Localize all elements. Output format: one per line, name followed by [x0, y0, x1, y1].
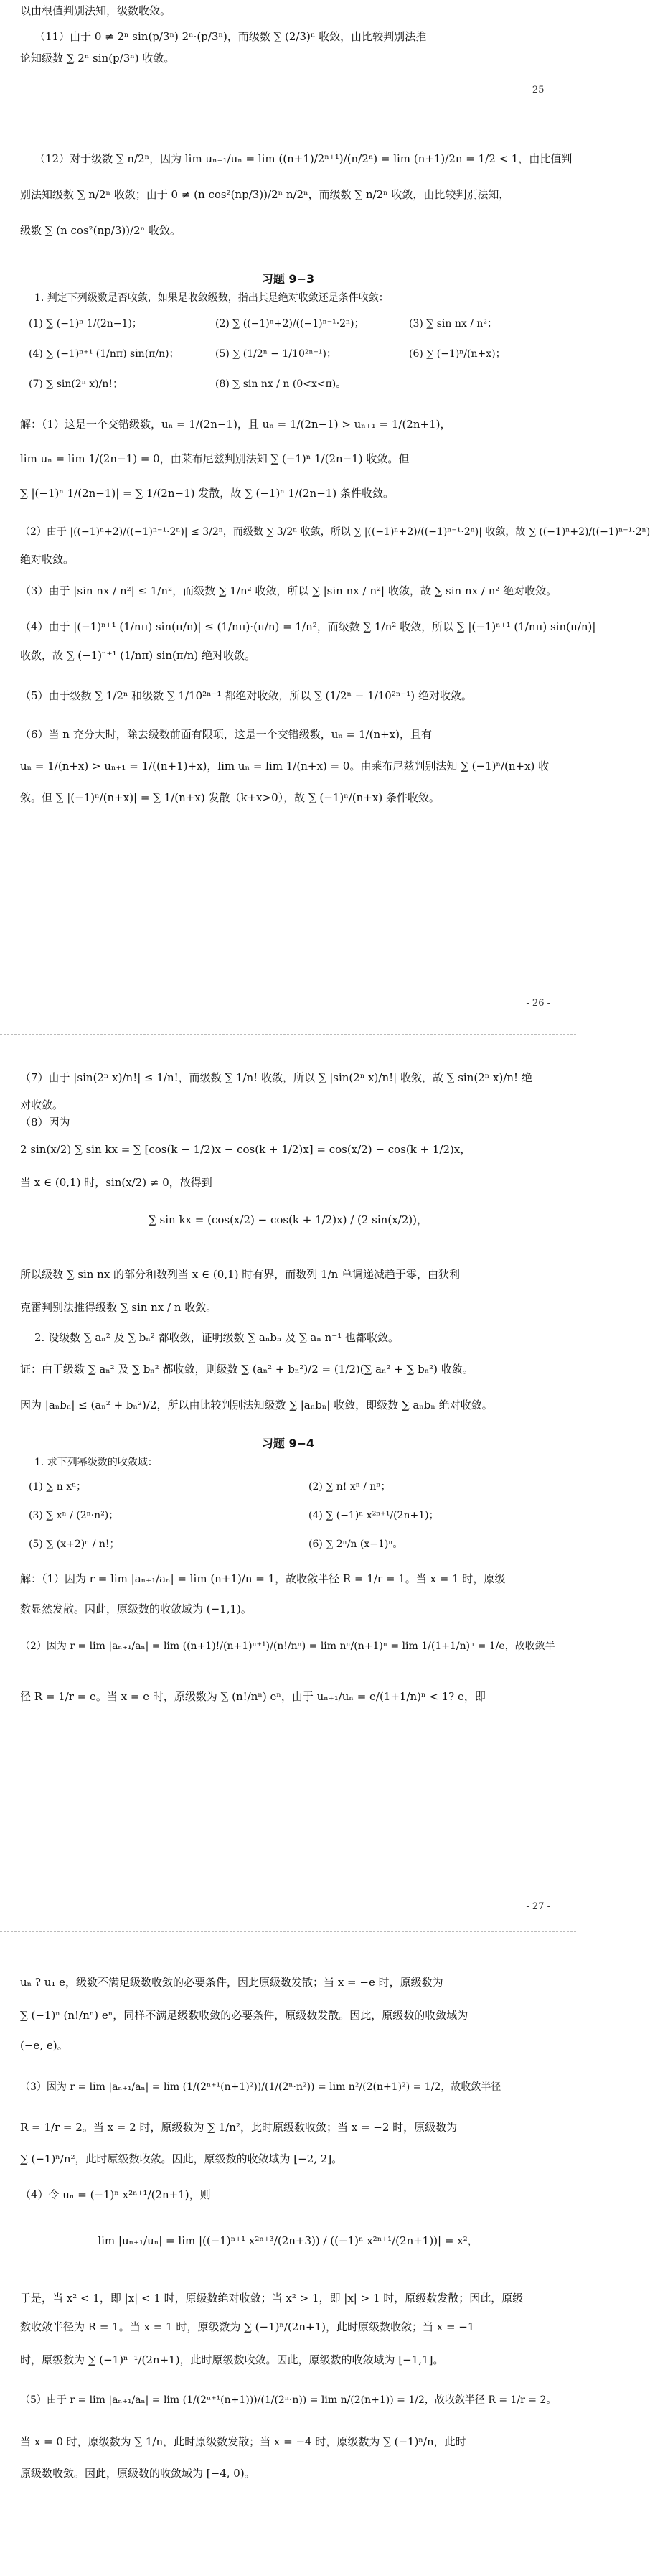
- solution-line: R = 1/r = 2。当 x = 2 时，原级数为 ∑ 1/n²，此时原级数收敛；当 x = −2 时，原级数为: [20, 2121, 458, 2134]
- section-title: 习题 9−3: [261, 272, 315, 286]
- question-text: 1. 判定下列级数是否收敛，如果是收敛级数，指出其是绝对收敛还是条件收敛：: [34, 292, 389, 304]
- exercise-item: (3) ∑ sin nx / n²；: [409, 318, 498, 330]
- text-line: (−e, e)。: [20, 2039, 68, 2052]
- exercise-item: (1) ∑ n xⁿ；: [29, 1481, 87, 1493]
- exercise-item: (4) ∑ (−1)ⁿ x²ⁿ⁺¹/(2n+1)；: [308, 1510, 439, 1521]
- exercise-item: (6) ∑ (−1)ⁿ/(n+x)；: [409, 348, 506, 360]
- solution-line: 敛。但 ∑ |(−1)ⁿ/(n+x)| = ∑ 1/(n+x) 发散（k+x>0），故 ∑ (−1)ⁿ/(n+x) 条件收敛。: [20, 791, 440, 804]
- solution-line: （3）由于 |sin nx / n²| ≤ 1/n²，而级数 ∑ 1/n² 收敛，所以 ∑ |sin nx / n²| 收敛，故 ∑ sin nx / n² 绝对收敛。: [20, 584, 557, 597]
- text-line: 2. 设级数 ∑ aₙ² 及 ∑ bₙ² 都收敛，证明级数 ∑ aₙbₙ 及 ∑ aₙ n⁻¹ 也都收敛。: [34, 1331, 399, 1344]
- exercise-item: (5) ∑ (1/2ⁿ − 1/10²ⁿ⁻¹)；: [215, 348, 336, 360]
- solution-line: （3）因为 r = lim |aₙ₊₁/aₙ| = lim (1/(2ⁿ⁺¹(n+1)²))/(1/(2ⁿ·n²)) = lim n²/(2(n+1)²) = 1/2，故收敛半径: [20, 2081, 501, 2093]
- text-line: 所以级数 ∑ sin nx 的部分和数列当 x ∈ (0,1) 时有界，而数列 1/n 单调递减趋于零，由狄利: [20, 1268, 461, 1281]
- solution-line: 时，原级数为 ∑ (−1)ⁿ⁺¹/(2n+1)，此时原级数收敛。因此，原级数的收敛域为 [−1,1]。: [20, 2353, 444, 2366]
- formula-line: 2 sin(x/2) ∑ sin kx = ∑ [cos(k − 1/2)x − cos(k + 1/2)x] = cos(x/2) − cos(k + 1/2)x，: [20, 1143, 471, 1156]
- text-line: 对收敛。: [20, 1098, 64, 1111]
- solution-line: 径 R = 1/r = e。当 x = e 时，原级数为 ∑ (n!/nⁿ) eⁿ，由于 uₙ₊₁/uₙ = e/(1+1/n)ⁿ < 1? e，即: [20, 1690, 486, 1703]
- formula-line: lim |uₙ₊₁/uₙ| = lim |((−1)ⁿ⁺¹ x²ⁿ⁺³/(2n+3)) / ((−1)ⁿ x²ⁿ⁺¹/(2n+1))| = x²，: [98, 2234, 479, 2247]
- text-line: ∑ (−1)ⁿ (n!/nⁿ) eⁿ，同样不满足级数收敛的必要条件，原级数发散。因此，原级数的收敛域为: [20, 2009, 468, 2022]
- page-number: - 26 -: [526, 998, 550, 1009]
- text-line: 证：由于级数 ∑ aₙ² 及 ∑ bₙ² 都收敛，则级数 ∑ (aₙ² + bₙ²)/2 = (1/2)(∑ aₙ² + ∑ bₙ²) 收敛。: [20, 1363, 474, 1376]
- exercise-item: (5) ∑ (x+2)ⁿ / n!；: [29, 1539, 120, 1550]
- formula-line: ∑ sin kx = (cos(x/2) − cos(k + 1/2)x) / (2 sin(x/2))，: [149, 1213, 428, 1226]
- exercise-item: (6) ∑ 2ⁿ/n (x−1)ⁿ。: [308, 1539, 403, 1550]
- text-line: 克雷判别法推得级数 ∑ sin nx / n 收敛。: [20, 1301, 217, 1314]
- text-line: 级数 ∑ (n cos²(np/3))/2ⁿ 收敛。: [20, 224, 181, 237]
- solution-line: lim uₙ = lim 1/(2n−1) = 0，由莱布尼兹判别法知 ∑ (−1)ⁿ 1/(2n−1) 收敛。但: [20, 452, 410, 465]
- solution-line: （2）因为 r = lim |aₙ₊₁/aₙ| = lim ((n+1)!/(n+1)ⁿ⁺¹)/(n!/nⁿ) = lim nⁿ/(n+1)ⁿ = lim 1/(1+1/n)ⁿ = 1/e，故收敛半: [20, 1641, 555, 1652]
- exercise-item: (4) ∑ (−1)ⁿ⁺¹ (1/nπ) sin(π/n)；: [29, 348, 179, 360]
- solution-line: ∑ (−1)ⁿ/n²，此时原级数收敛。因此，原级数的收敛域为 [−2, 2]。: [20, 2152, 343, 2165]
- text-line: 别法知级数 ∑ n/2ⁿ 收敛；由于 0 ≠ (n cos²(np/3))/2ⁿ n/2ⁿ，而级数 ∑ n/2ⁿ 收敛，由比较判别法知，: [20, 188, 510, 201]
- section-title: 习题 9−4: [261, 1437, 315, 1450]
- question-text: 1. 求下列幂级数的收敛域：: [34, 1457, 158, 1468]
- solution-line: 绝对收敛。: [20, 553, 75, 566]
- text-line: 论知级数 ∑ 2ⁿ sin(p/3ⁿ) 收敛。: [20, 52, 175, 65]
- solution-line: （4）令 uₙ = (−1)ⁿ x²ⁿ⁺¹/(2n+1)，则: [20, 2188, 211, 2201]
- page-3: [0, 1034, 576, 1931]
- page-2: [0, 108, 650, 1034]
- page-number: - 25 -: [526, 85, 550, 95]
- page-1: [0, 0, 576, 108]
- text-line: uₙ ? u₁ e，级数不满足级数收敛的必要条件，因此原级数发散；当 x = −e 时，原级数为: [20, 1976, 443, 1989]
- solution-line: 于是，当 x² < 1，即 |x| < 1 时，原级数绝对收敛；当 x² > 1，即 |x| > 1 时，原级数发散；因此，原级: [20, 2292, 524, 2305]
- exercise-item: (7) ∑ sin(2ⁿ x)/n!；: [29, 378, 123, 390]
- text-line: 因为 |aₙbₙ| ≤ (aₙ² + bₙ²)/2，所以由比较判别法知级数 ∑ |aₙbₙ| 收敛，即级数 ∑ aₙbₙ 绝对收敛。: [20, 1399, 493, 1411]
- solution-line: 数收敛半径为 R = 1。当 x = 1 时，原级数为 ∑ (−1)ⁿ/(2n+1)，此时原级数收敛；当 x = −1: [20, 2320, 475, 2333]
- exercise-item: (3) ∑ xⁿ / (2ⁿ·n²)；: [29, 1510, 119, 1521]
- text-line: （8）因为: [20, 1116, 70, 1129]
- exercise-item: (1) ∑ (−1)ⁿ 1/(2n−1)；: [29, 318, 142, 330]
- text-line: 当 x ∈ (0,1) 时，sin(x/2) ≠ 0，故得到: [20, 1176, 212, 1189]
- solution-line: 原级数收敛。因此，原级数的收敛域为 [−4, 0)。: [20, 2467, 255, 2480]
- solution-line: 当 x = 0 时，原级数为 ∑ 1/n，此时原级数发散；当 x = −4 时，原级数为 ∑ (−1)ⁿ/n，此时: [20, 2435, 466, 2448]
- text-line: 以由根值判别法知，级数收敛。: [20, 4, 171, 17]
- solution-line: 解：（1）因为 r = lim |aₙ₊₁/aₙ| = lim (n+1)/n = 1，故收敛半径 R = 1/r = 1。当 x = 1 时，原级: [20, 1572, 506, 1585]
- exercise-item: (2) ∑ ((−1)ⁿ+2)/((−1)ⁿ⁻¹·2ⁿ)；: [215, 318, 364, 330]
- text-line: （7）由于 |sin(2ⁿ x)/n!| ≤ 1/n!，而级数 ∑ 1/n! 收敛，所以 ∑ |sin(2ⁿ x)/n!| 收敛，故 ∑ sin(2ⁿ x)/n! 绝: [20, 1071, 532, 1084]
- exercise-item: (8) ∑ sin nx / n (0<x<π)。: [215, 378, 347, 390]
- solution-line: （4）由于 |(−1)ⁿ⁺¹ (1/nπ) sin(π/n)| ≤ (1/nπ)·(π/n) = 1/n²，而级数 ∑ 1/n² 收敛，所以 ∑ |(−1)ⁿ⁺¹ (1/nπ) sin(π/n)|: [20, 620, 596, 633]
- solution-line: 解：（1）这是一个交错级数，uₙ = 1/(2n−1)，且 uₙ = 1/(2n−1) > uₙ₊₁ = 1/(2n+1)，: [20, 418, 451, 431]
- solution-line: ∑ |(−1)ⁿ 1/(2n−1)| = ∑ 1/(2n−1) 发散，故 ∑ (−1)ⁿ 1/(2n−1) 条件收敛。: [20, 487, 394, 500]
- solution-line: （2）由于 |((−1)ⁿ+2)/((−1)ⁿ⁻¹·2ⁿ)| ≤ 3/2ⁿ，而级数 ∑ 3/2ⁿ 收敛，所以 ∑ |((−1)ⁿ+2)/((−1)ⁿ⁻¹·2ⁿ)| 收敛，故 ∑ ((−1)ⁿ+2)/((−1)ⁿ⁻¹·2ⁿ): [20, 526, 650, 538]
- page-4: [0, 1931, 576, 2576]
- solution-line: （6）当 n 充分大时，除去级数前面有限项，这是一个交错级数，uₙ = 1/(n+x)，且有: [20, 728, 432, 741]
- solution-line: uₙ = 1/(n+x) > uₙ₊₁ = 1/((n+1)+x)，lim uₙ = lim 1/(n+x) = 0。由莱布尼兹判别法知 ∑ (−1)ⁿ/(n+x) 收: [20, 760, 550, 773]
- exercise-item: (2) ∑ n! xⁿ / nⁿ；: [308, 1481, 391, 1493]
- text-line: （11）由于 0 ≠ 2ⁿ sin(p/3ⁿ) 2ⁿ·(p/3ⁿ)，而级数 ∑ (2/3)ⁿ 收敛，由比较判别法推: [34, 30, 427, 43]
- solution-line: 收敛，故 ∑ (−1)ⁿ⁺¹ (1/nπ) sin(π/n) 绝对收敛。: [20, 649, 256, 662]
- solution-line: （5）由于 r = lim |aₙ₊₁/aₙ| = lim (1/(2ⁿ⁺¹(n+1)))/(1/(2ⁿ·n)) = lim n/(2(n+1)) = 1/2，故收敛半径 R = 1/r = 2。: [20, 2394, 557, 2406]
- solution-line: （5）由于级数 ∑ 1/2ⁿ 和级数 ∑ 1/10²ⁿ⁻¹ 都绝对收敛，所以 ∑ (1/2ⁿ − 1/10²ⁿ⁻¹) 绝对收敛。: [20, 689, 472, 702]
- text-line: （12）对于级数 ∑ n/2ⁿ，因为 lim uₙ₊₁/uₙ = lim ((n+1)/2ⁿ⁺¹)/(n/2ⁿ) = lim (n+1)/2n = 1/2 < 1，由比值判: [34, 152, 573, 165]
- page-number: - 27 -: [526, 1901, 550, 1912]
- solution-line: 数显然发散。因此，原级数的收敛域为 (−1,1)。: [20, 1602, 252, 1615]
